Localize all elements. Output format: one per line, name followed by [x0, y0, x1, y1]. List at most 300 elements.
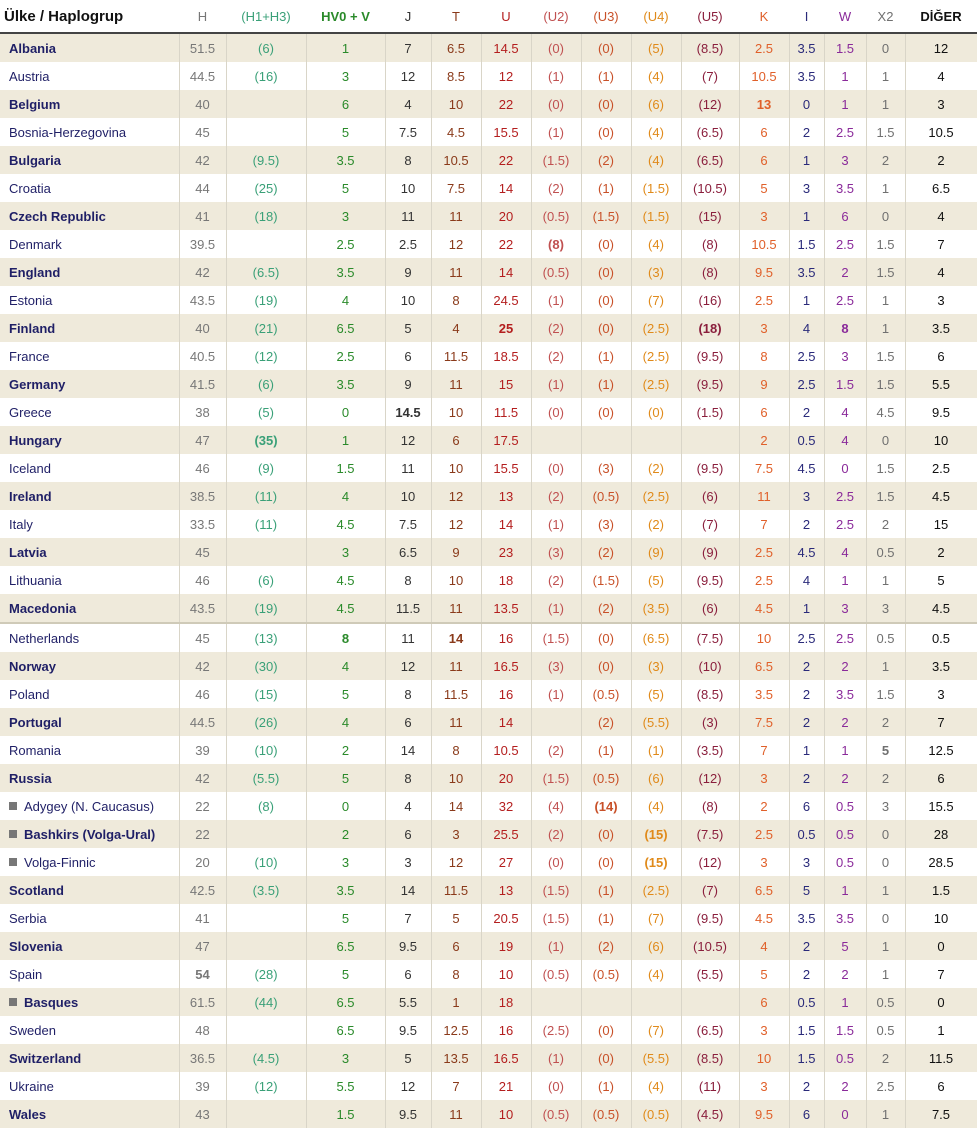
country-name: Germany — [9, 376, 66, 392]
cell-h1h3: (9.5) — [226, 146, 306, 174]
cell-h: 42 — [179, 258, 226, 286]
cell-h: 45 — [179, 118, 226, 146]
country-cell — [0, 1072, 179, 1100]
cell-x2: 1.5 — [866, 370, 905, 398]
cell-h: 22 — [179, 792, 226, 820]
cell-h: 38 — [179, 398, 226, 426]
cell-u3: (0.5) — [581, 960, 631, 988]
cell-j: 9.5 — [385, 932, 431, 960]
cell-h: 40 — [179, 90, 226, 118]
cell-u3: (3) — [581, 510, 631, 538]
cell-u3: (1) — [581, 736, 631, 764]
cell-u4: (7) — [631, 904, 681, 932]
cell-u2: (0.5) — [531, 202, 581, 230]
cell-h1h3 — [226, 118, 306, 146]
country-name: Sweden — [9, 1022, 56, 1038]
cell-x2: 2 — [866, 764, 905, 792]
cell-u: 12 — [481, 62, 531, 90]
cell-t: 11.5 — [431, 680, 481, 708]
cell-u4: (2) — [631, 454, 681, 482]
cell-x2: 1.5 — [866, 454, 905, 482]
cell-i: 0.5 — [789, 426, 824, 454]
cell-u5: (10.5) — [681, 174, 739, 202]
cell-j: 4 — [385, 792, 431, 820]
cell-u5: (9) — [681, 538, 739, 566]
cell-u3: (0) — [581, 286, 631, 314]
cell-x2: 3 — [866, 594, 905, 623]
cell-u4: (0.5) — [631, 1100, 681, 1128]
country-name: Serbia — [9, 910, 47, 926]
cell-u5: (11) — [681, 1072, 739, 1100]
cell-x2: 5 — [866, 736, 905, 764]
cell-hv0: 6.5 — [306, 988, 385, 1016]
cell-u: 21 — [481, 1072, 531, 1100]
cell-k: 10 — [739, 1044, 789, 1072]
collapse-square-icon[interactable] — [9, 998, 17, 1006]
cell-u5: (8.5) — [681, 680, 739, 708]
cell-k: 2.5 — [739, 820, 789, 848]
cell-hv0: 4.5 — [306, 566, 385, 594]
cell-x2: 0.5 — [866, 988, 905, 1016]
cell-i: 2 — [789, 510, 824, 538]
cell-h: 48 — [179, 1016, 226, 1044]
cell-hv0: 1.5 — [306, 1100, 385, 1128]
cell-h: 39 — [179, 1072, 226, 1100]
cell-t: 7.5 — [431, 174, 481, 202]
country-name: Denmark — [9, 236, 62, 252]
column-header-h1h3: (H1+H3) — [226, 0, 306, 33]
table-row — [0, 202, 977, 230]
cell-h: 33.5 — [179, 510, 226, 538]
cell-h1h3: (6) — [226, 370, 306, 398]
country-cell — [0, 708, 179, 736]
cell-u: 13 — [481, 876, 531, 904]
country-cell — [0, 62, 179, 90]
cell-j: 10 — [385, 286, 431, 314]
column-header-j: J — [385, 0, 431, 33]
cell-h1h3: (10) — [226, 736, 306, 764]
cell-u2: (0.5) — [531, 258, 581, 286]
cell-w: 8 — [824, 314, 866, 342]
cell-u: 15 — [481, 370, 531, 398]
cell-j: 5.5 — [385, 988, 431, 1016]
cell-j: 6 — [385, 820, 431, 848]
cell-u: 11.5 — [481, 398, 531, 426]
cell-k: 2 — [739, 426, 789, 454]
country-name: Finland — [9, 320, 56, 336]
country-cell — [0, 594, 179, 623]
country-cell — [0, 90, 179, 118]
cell-k: 6 — [739, 398, 789, 426]
cell-w: 3 — [824, 146, 866, 174]
cell-t: 8 — [431, 960, 481, 988]
country-cell — [0, 398, 179, 426]
cell-hv0: 4 — [306, 482, 385, 510]
cell-u5: (9.5) — [681, 454, 739, 482]
cell-u: 18.5 — [481, 342, 531, 370]
cell-u4: (6) — [631, 764, 681, 792]
table-row — [0, 1072, 977, 1100]
cell-w: 2.5 — [824, 623, 866, 652]
country-name: Basques — [24, 994, 79, 1010]
country-cell — [0, 652, 179, 680]
cell-h: 20 — [179, 848, 226, 876]
cell-t: 14 — [431, 623, 481, 652]
cell-hv0: 3.5 — [306, 258, 385, 286]
cell-t: 10 — [431, 764, 481, 792]
cell-x2: 1.5 — [866, 258, 905, 286]
cell-h1h3 — [226, 538, 306, 566]
cell-hv0: 5.5 — [306, 1072, 385, 1100]
cell-x2: 1.5 — [866, 342, 905, 370]
country-name: Bulgaria — [9, 152, 62, 168]
country-name: Switzerland — [9, 1050, 82, 1066]
cell-j: 8 — [385, 566, 431, 594]
table-row — [0, 764, 977, 792]
cell-u3: (1) — [581, 342, 631, 370]
cell-h1h3: (10) — [226, 848, 306, 876]
cell-u2: (2.5) — [531, 1016, 581, 1044]
cell-u4: (4) — [631, 118, 681, 146]
cell-h1h3: (44) — [226, 988, 306, 1016]
cell-hv0: 3.5 — [306, 876, 385, 904]
cell-other: 7 — [905, 708, 977, 736]
country-name: Croatia — [9, 180, 51, 196]
cell-j: 6 — [385, 342, 431, 370]
cell-h: 36.5 — [179, 1044, 226, 1072]
cell-other: 0 — [905, 988, 977, 1016]
cell-u4: (15) — [631, 820, 681, 848]
column-header-t: T — [431, 0, 481, 33]
cell-w: 2 — [824, 1072, 866, 1100]
cell-t: 12 — [431, 482, 481, 510]
cell-k: 7 — [739, 510, 789, 538]
cell-x2: 4.5 — [866, 398, 905, 426]
cell-j: 10 — [385, 482, 431, 510]
cell-h1h3 — [226, 820, 306, 848]
country-cell — [0, 988, 179, 1016]
cell-u: 25.5 — [481, 820, 531, 848]
table-row — [0, 33, 977, 62]
table-header — [0, 0, 977, 33]
cell-u5: (16) — [681, 286, 739, 314]
cell-i: 2 — [789, 652, 824, 680]
cell-i: 2.5 — [789, 370, 824, 398]
country-cell — [0, 566, 179, 594]
cell-k: 3 — [739, 314, 789, 342]
country-name: Portugal — [9, 714, 62, 730]
cell-u4: (4) — [631, 62, 681, 90]
cell-h: 41 — [179, 202, 226, 230]
cell-u4: (7) — [631, 286, 681, 314]
cell-x2: 1 — [866, 90, 905, 118]
cell-u: 22 — [481, 230, 531, 258]
cell-u3: (1.5) — [581, 566, 631, 594]
cell-u3 — [581, 426, 631, 454]
cell-w: 5 — [824, 932, 866, 960]
cell-other: 1.5 — [905, 876, 977, 904]
cell-h1h3: (26) — [226, 708, 306, 736]
cell-other: 28 — [905, 820, 977, 848]
cell-t: 6 — [431, 932, 481, 960]
table-row — [0, 1100, 977, 1128]
cell-u5: (5.5) — [681, 960, 739, 988]
cell-u2: (2) — [531, 736, 581, 764]
collapse-square-icon[interactable] — [9, 858, 17, 866]
cell-u3: (0) — [581, 820, 631, 848]
cell-u3: (1) — [581, 904, 631, 932]
cell-i: 0 — [789, 90, 824, 118]
cell-other: 15 — [905, 510, 977, 538]
cell-u5: (7.5) — [681, 623, 739, 652]
cell-u: 16.5 — [481, 652, 531, 680]
cell-j: 12 — [385, 426, 431, 454]
cell-u2: (1) — [531, 370, 581, 398]
cell-u: 22 — [481, 90, 531, 118]
cell-w: 3 — [824, 594, 866, 623]
country-cell — [0, 820, 179, 848]
country-name: Russia — [9, 770, 52, 786]
cell-h: 61.5 — [179, 988, 226, 1016]
cell-k: 5 — [739, 960, 789, 988]
cell-hv0: 6.5 — [306, 314, 385, 342]
cell-k: 4 — [739, 932, 789, 960]
column-header-u: U — [481, 0, 531, 33]
cell-x2: 0 — [866, 202, 905, 230]
table-row — [0, 736, 977, 764]
cell-u3: (0) — [581, 118, 631, 146]
cell-k: 9.5 — [739, 1100, 789, 1128]
cell-j: 11 — [385, 623, 431, 652]
cell-u5: (7.5) — [681, 820, 739, 848]
cell-j: 5 — [385, 314, 431, 342]
cell-h1h3 — [226, 230, 306, 258]
cell-u: 18 — [481, 988, 531, 1016]
cell-u: 25 — [481, 314, 531, 342]
table-row — [0, 594, 977, 623]
cell-u4: (2) — [631, 510, 681, 538]
cell-t: 11 — [431, 258, 481, 286]
cell-w: 3 — [824, 342, 866, 370]
cell-i: 0.5 — [789, 988, 824, 1016]
cell-u5 — [681, 426, 739, 454]
cell-i: 1.5 — [789, 1016, 824, 1044]
cell-h: 43.5 — [179, 594, 226, 623]
cell-t: 14 — [431, 792, 481, 820]
cell-h: 42 — [179, 146, 226, 174]
cell-w: 4 — [824, 538, 866, 566]
cell-k: 13 — [739, 90, 789, 118]
cell-other: 2.5 — [905, 454, 977, 482]
cell-t: 10.5 — [431, 146, 481, 174]
cell-w: 2.5 — [824, 482, 866, 510]
cell-x2: 2.5 — [866, 1072, 905, 1100]
country-cell — [0, 286, 179, 314]
cell-other: 3 — [905, 90, 977, 118]
cell-u4: (3) — [631, 652, 681, 680]
cell-j: 9.5 — [385, 1100, 431, 1128]
country-cell — [0, 538, 179, 566]
cell-w: 1 — [824, 876, 866, 904]
cell-k: 8 — [739, 342, 789, 370]
cell-other: 4 — [905, 258, 977, 286]
cell-u: 24.5 — [481, 286, 531, 314]
column-header-u2: (U2) — [531, 0, 581, 33]
cell-u4: (7) — [631, 1016, 681, 1044]
cell-h1h3: (9) — [226, 454, 306, 482]
cell-h1h3: (6.5) — [226, 258, 306, 286]
cell-hv0: 4.5 — [306, 510, 385, 538]
cell-hv0: 3 — [306, 202, 385, 230]
cell-w: 1 — [824, 988, 866, 1016]
table-row — [0, 342, 977, 370]
column-header-x2: X2 — [866, 0, 905, 33]
cell-t: 8 — [431, 736, 481, 764]
cell-other: 3.5 — [905, 652, 977, 680]
cell-other: 12.5 — [905, 736, 977, 764]
cell-u3: (2) — [581, 594, 631, 623]
cell-x2: 0.5 — [866, 538, 905, 566]
cell-other: 6 — [905, 764, 977, 792]
cell-u2: (1.5) — [531, 904, 581, 932]
cell-u5: (3) — [681, 708, 739, 736]
cell-u2: (0) — [531, 1072, 581, 1100]
cell-h1h3: (18) — [226, 202, 306, 230]
cell-u: 16 — [481, 1016, 531, 1044]
cell-x2: 1 — [866, 932, 905, 960]
cell-h1h3: (12) — [226, 1072, 306, 1100]
country-name: Spain — [9, 966, 43, 982]
cell-hv0: 3 — [306, 538, 385, 566]
cell-w: 4 — [824, 398, 866, 426]
cell-u2: (1) — [531, 680, 581, 708]
cell-u2: (1.5) — [531, 876, 581, 904]
country-cell — [0, 510, 179, 538]
cell-hv0: 6.5 — [306, 932, 385, 960]
table-row — [0, 174, 977, 202]
cell-h1h3: (3.5) — [226, 876, 306, 904]
cell-u2: (0) — [531, 454, 581, 482]
cell-u3: (0) — [581, 258, 631, 286]
cell-u: 16 — [481, 680, 531, 708]
cell-u2: (1) — [531, 1044, 581, 1072]
column-header-k: K — [739, 0, 789, 33]
cell-t: 12 — [431, 510, 481, 538]
cell-u4: (2.5) — [631, 482, 681, 510]
cell-w: 0.5 — [824, 1044, 866, 1072]
country-cell — [0, 876, 179, 904]
cell-t: 11.5 — [431, 342, 481, 370]
cell-j: 14 — [385, 876, 431, 904]
cell-j: 6 — [385, 960, 431, 988]
cell-x2: 0.5 — [866, 623, 905, 652]
cell-j: 11 — [385, 202, 431, 230]
cell-i: 2 — [789, 680, 824, 708]
cell-h: 38.5 — [179, 482, 226, 510]
cell-hv0: 4 — [306, 708, 385, 736]
cell-u4: (2.5) — [631, 370, 681, 398]
cell-hv0: 3 — [306, 848, 385, 876]
column-header-hv0: HV0 + V — [306, 0, 385, 33]
table-row — [0, 960, 977, 988]
country-cell — [0, 482, 179, 510]
cell-u4: (4) — [631, 1072, 681, 1100]
cell-hv0: 3 — [306, 1044, 385, 1072]
cell-u: 13 — [481, 482, 531, 510]
cell-w: 6 — [824, 202, 866, 230]
cell-h1h3: (4.5) — [226, 1044, 306, 1072]
cell-u5: (12) — [681, 90, 739, 118]
country-cell — [0, 764, 179, 792]
cell-h1h3: (8) — [226, 792, 306, 820]
cell-w: 0 — [824, 1100, 866, 1128]
cell-h: 41.5 — [179, 370, 226, 398]
country-name: Albania — [9, 40, 56, 56]
cell-t: 11 — [431, 594, 481, 623]
cell-h: 41 — [179, 904, 226, 932]
cell-u4: (2.5) — [631, 342, 681, 370]
cell-u: 14 — [481, 174, 531, 202]
cell-u: 14.5 — [481, 33, 531, 62]
cell-u2 — [531, 988, 581, 1016]
cell-h1h3: (6) — [226, 566, 306, 594]
cell-other: 2 — [905, 538, 977, 566]
collapse-square-icon[interactable] — [9, 830, 17, 838]
cell-other: 0.5 — [905, 623, 977, 652]
cell-other: 12 — [905, 33, 977, 62]
cell-w: 1 — [824, 62, 866, 90]
cell-u3: (2) — [581, 538, 631, 566]
cell-k: 3 — [739, 764, 789, 792]
cell-h1h3: (11) — [226, 482, 306, 510]
cell-t: 7 — [431, 1072, 481, 1100]
country-name: France — [9, 348, 50, 364]
country-cell — [0, 960, 179, 988]
cell-u3: (0) — [581, 1016, 631, 1044]
cell-j: 7 — [385, 33, 431, 62]
cell-h: 39.5 — [179, 230, 226, 258]
cell-i: 2 — [789, 932, 824, 960]
cell-u: 13.5 — [481, 594, 531, 623]
cell-h1h3: (15) — [226, 680, 306, 708]
country-cell — [0, 202, 179, 230]
table-row — [0, 90, 977, 118]
cell-x2: 0 — [866, 426, 905, 454]
cell-h: 44.5 — [179, 708, 226, 736]
cell-u2: (1.5) — [531, 764, 581, 792]
country-cell — [0, 146, 179, 174]
collapse-square-icon[interactable] — [9, 802, 17, 810]
country-name: Ukraine — [9, 1078, 54, 1094]
cell-u: 18 — [481, 566, 531, 594]
country-name: Austria — [9, 68, 50, 84]
cell-hv0: 2 — [306, 820, 385, 848]
cell-u: 22 — [481, 146, 531, 174]
cell-u3: (1) — [581, 370, 631, 398]
cell-j: 6 — [385, 708, 431, 736]
country-cell — [0, 904, 179, 932]
cell-i: 1 — [789, 286, 824, 314]
cell-hv0: 8 — [306, 623, 385, 652]
table-row — [0, 510, 977, 538]
cell-k: 3 — [739, 202, 789, 230]
cell-other: 7 — [905, 230, 977, 258]
cell-k: 2 — [739, 792, 789, 820]
country-name: Bosnia-Herzegovina — [9, 124, 127, 140]
cell-u2: (8) — [531, 230, 581, 258]
cell-w: 2.5 — [824, 230, 866, 258]
cell-x2: 1 — [866, 876, 905, 904]
